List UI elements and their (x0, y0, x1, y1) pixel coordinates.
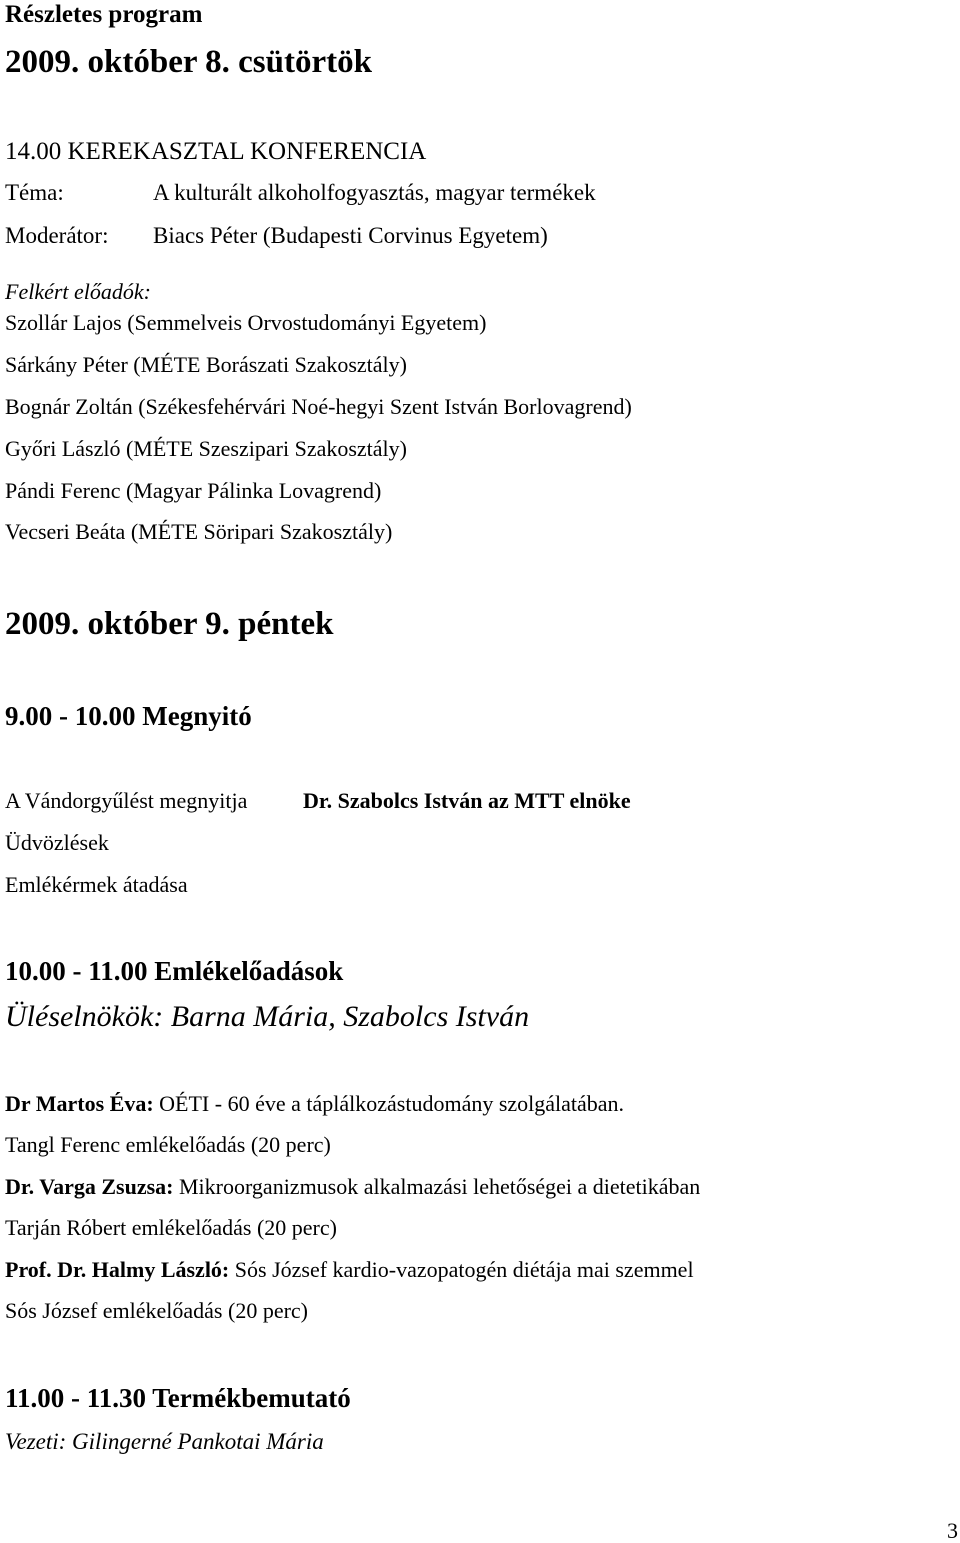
memorial-title: 10.00 - 11.00 Emlékelőadások (5, 956, 344, 986)
talk-title: Sós József kardio-vazopatogén diétája mai szemmel (229, 1257, 694, 1282)
day1-date: 2009. október 8. csütörtök (5, 44, 372, 80)
moderator-label: Moderátor: (5, 223, 109, 248)
speaker-item: Vecseri Beáta (MÉTE Söripari Szakosztály) (5, 519, 393, 544)
moderator-row (5, 224, 548, 247)
talk-speaker: Dr. Varga Zsuzsa: (5, 1174, 174, 1199)
speakers-label: Felkért előadók: (5, 279, 151, 304)
products-lead: Vezeti: Gilingerné Pankotai Mária (5, 1429, 324, 1454)
session-title: 14.00 KEREKASZTAL KONFERENCIA (5, 138, 427, 165)
page-number: 3 (947, 1518, 958, 1543)
speaker-item: Szollár Lajos (Semmelveis Orvostudományi Egyetem) (5, 310, 487, 335)
topic-value: A kulturált alkoholfogyasztás, magyar termékek (153, 180, 596, 205)
day2-date: 2009. október 9. péntek (5, 606, 334, 642)
opener-name: Dr. Szabolcs István az MTT elnöke (303, 788, 631, 813)
memorial-chairs: Üléselnökök: Barna Mária, Szabolcs István (5, 1000, 530, 1033)
talk-title: Mikroorganizmusok alkalmazási lehetőségei a dietetikában (173, 1174, 701, 1199)
opening-item: Emlékérmek átadása (5, 872, 188, 897)
talk-memorial: Tarján Róbert emlékelőadás (20 perc) (5, 1215, 337, 1240)
speaker-item: Sárkány Péter (MÉTE Borászati Szakosztály) (5, 352, 407, 377)
opening-title: 9.00 - 10.00 Megnyitó (5, 701, 252, 731)
opener-text: A Vándorgyűlést megnyitja (5, 788, 248, 813)
talk-row (5, 1176, 700, 1198)
topic-label: Téma: (5, 180, 64, 205)
talk-memorial: Tangl Ferenc emlékelőadás (20 perc) (5, 1132, 331, 1157)
moderator-value: Biacs Péter (Budapesti Corvinus Egyetem) (153, 223, 548, 248)
speaker-item: Pándi Ferenc (Magyar Pálinka Lovagrend) (5, 478, 382, 503)
talk-speaker: Prof. Dr. Halmy László: (5, 1257, 230, 1282)
page-heading: Részletes program (5, 1, 203, 28)
talk-memorial: Sós József emlékelőadás (20 perc) (5, 1298, 309, 1323)
talk-title: OÉTI - 60 éve a táplálkozástudomány szolgálatában. (153, 1091, 625, 1116)
speaker-item: Győri László (MÉTE Szeszipari Szakosztály) (5, 436, 407, 461)
opening-item: Üdvözlések (5, 830, 109, 855)
opener-row (5, 790, 631, 812)
speaker-item: Bognár Zoltán (Székesfehérvári Noé-hegyi Szent István Borlovagrend) (5, 394, 632, 419)
topic-row (5, 181, 596, 204)
talk-row (5, 1093, 624, 1115)
products-title: 11.00 - 11.30 Termékbemutató (5, 1383, 351, 1413)
talk-speaker: Dr Martos Éva: (5, 1091, 154, 1116)
talk-row (5, 1259, 694, 1281)
